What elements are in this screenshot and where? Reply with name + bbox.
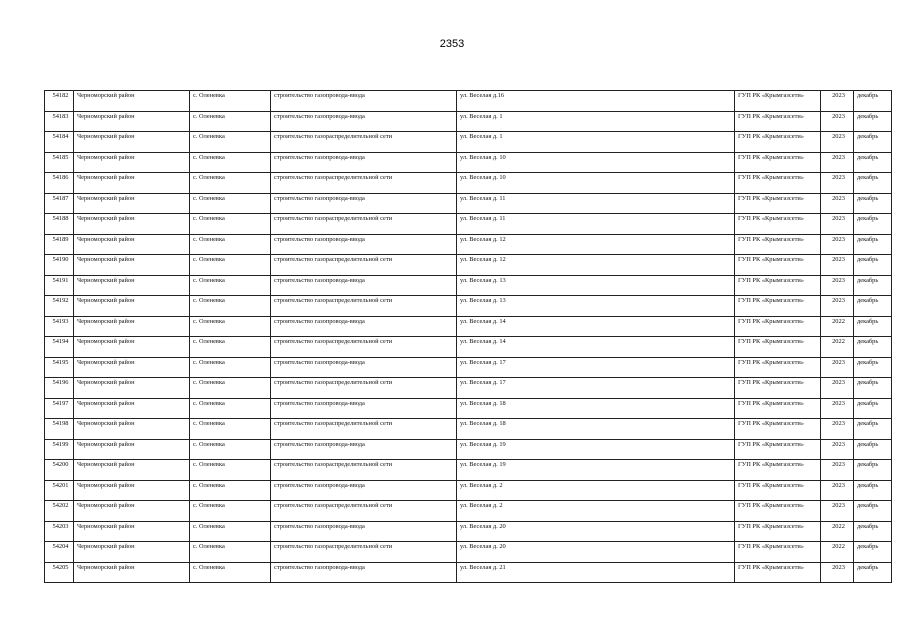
village-cell: с. Оленевка: [190, 132, 271, 153]
year-cell: 2022: [821, 542, 854, 563]
month-cell: декабрь: [854, 521, 892, 542]
work-type-cell: строительство газораспределительной сети: [271, 419, 457, 440]
village-cell: с. Оленевка: [190, 480, 271, 501]
operator-cell: ГУП РК «Крымгазсети»: [735, 173, 821, 194]
row-number-cell: 54190: [45, 255, 74, 276]
month-cell: декабрь: [854, 460, 892, 481]
operator-cell: ГУП РК «Крымгазсети»: [735, 398, 821, 419]
month-cell: декабрь: [854, 542, 892, 563]
table-row: [45, 173, 892, 194]
month-cell: декабрь: [854, 316, 892, 337]
table-row: [45, 132, 892, 153]
row-number-cell: 54195: [45, 357, 74, 378]
work-type-cell: строительство газораспределительной сети: [271, 501, 457, 522]
village-cell: с. Оленевка: [190, 255, 271, 276]
year-cell: 2023: [821, 132, 854, 153]
month-cell: декабрь: [854, 193, 892, 214]
month-cell: декабрь: [854, 480, 892, 501]
row-number-cell: 54200: [45, 460, 74, 481]
table-row: [45, 275, 892, 296]
table-row: [45, 357, 892, 378]
row-number-cell: 54201: [45, 480, 74, 501]
operator-cell: ГУП РК «Крымгазсети»: [735, 296, 821, 317]
district-cell: Черноморский район: [74, 91, 190, 112]
month-cell: декабрь: [854, 132, 892, 153]
district-cell: Черноморский район: [74, 542, 190, 563]
work-type-cell: строительство газопровода-ввода: [271, 152, 457, 173]
work-type-cell: строительство газопровода-ввода: [271, 562, 457, 583]
month-cell: декабрь: [854, 91, 892, 112]
work-type-cell: строительство газопровода-ввода: [271, 521, 457, 542]
village-cell: с. Оленевка: [190, 337, 271, 358]
operator-cell: ГУП РК «Крымгазсети»: [735, 234, 821, 255]
address-cell: ул. Веселая д. 18: [457, 398, 735, 419]
year-cell: 2023: [821, 501, 854, 522]
year-cell: 2023: [821, 439, 854, 460]
month-cell: декабрь: [854, 275, 892, 296]
row-number-cell: 54189: [45, 234, 74, 255]
operator-cell: ГУП РК «Крымгазсети»: [735, 316, 821, 337]
table-row: [45, 501, 892, 522]
work-type-cell: строительство газопровода-ввода: [271, 480, 457, 501]
row-number-cell: 54183: [45, 111, 74, 132]
month-cell: декабрь: [854, 152, 892, 173]
district-cell: Черноморский район: [74, 234, 190, 255]
address-cell: ул. Веселая д. 19: [457, 460, 735, 481]
work-type-cell: строительство газопровода-ввода: [271, 91, 457, 112]
month-cell: декабрь: [854, 296, 892, 317]
district-cell: Черноморский район: [74, 152, 190, 173]
row-number-cell: 54198: [45, 419, 74, 440]
row-number-cell: 54194: [45, 337, 74, 358]
month-cell: декабрь: [854, 173, 892, 194]
address-cell: ул. Веселая д. 11: [457, 214, 735, 235]
district-cell: Черноморский район: [74, 460, 190, 481]
village-cell: с. Оленевка: [190, 152, 271, 173]
operator-cell: ГУП РК «Крымгазсети»: [735, 337, 821, 358]
table-row: [45, 337, 892, 358]
work-type-cell: строительство газопровода-ввода: [271, 111, 457, 132]
table-row: [45, 193, 892, 214]
district-cell: Черноморский район: [74, 255, 190, 276]
registry-table: [44, 90, 892, 583]
district-cell: Черноморский район: [74, 378, 190, 399]
year-cell: 2023: [821, 234, 854, 255]
address-cell: ул. Веселая д.16: [457, 91, 735, 112]
table-row: [45, 111, 892, 132]
row-number-cell: 54184: [45, 132, 74, 153]
village-cell: с. Оленевка: [190, 214, 271, 235]
table-row: [45, 419, 892, 440]
address-cell: ул. Веселая д. 14: [457, 337, 735, 358]
district-cell: Черноморский район: [74, 419, 190, 440]
year-cell: 2023: [821, 173, 854, 194]
village-cell: с. Оленевка: [190, 439, 271, 460]
address-cell: ул. Веселая д. 10: [457, 152, 735, 173]
district-cell: Черноморский район: [74, 480, 190, 501]
address-cell: ул. Веселая д. 17: [457, 378, 735, 399]
table-row: [45, 296, 892, 317]
work-type-cell: строительство газораспределительной сети: [271, 132, 457, 153]
work-type-cell: строительство газораспределительной сети: [271, 542, 457, 563]
district-cell: Черноморский район: [74, 521, 190, 542]
village-cell: с. Оленевка: [190, 501, 271, 522]
operator-cell: ГУП РК «Крымгазсети»: [735, 91, 821, 112]
year-cell: 2023: [821, 214, 854, 235]
district-cell: Черноморский район: [74, 316, 190, 337]
month-cell: декабрь: [854, 255, 892, 276]
village-cell: с. Оленевка: [190, 193, 271, 214]
work-type-cell: строительство газораспределительной сети: [271, 378, 457, 399]
address-cell: ул. Веселая д. 21: [457, 562, 735, 583]
year-cell: 2022: [821, 337, 854, 358]
row-number-cell: 54193: [45, 316, 74, 337]
district-cell: Черноморский район: [74, 439, 190, 460]
district-cell: Черноморский район: [74, 398, 190, 419]
work-type-cell: строительство газопровода-ввода: [271, 234, 457, 255]
village-cell: с. Оленевка: [190, 398, 271, 419]
work-type-cell: строительство газопровода-ввода: [271, 193, 457, 214]
year-cell: 2023: [821, 91, 854, 112]
page-number: 2353: [439, 38, 465, 50]
village-cell: с. Оленевка: [190, 378, 271, 399]
operator-cell: ГУП РК «Крымгазсети»: [735, 460, 821, 481]
address-cell: ул. Веселая д. 11: [457, 193, 735, 214]
address-cell: ул. Веселая д. 20: [457, 521, 735, 542]
row-number-cell: 54182: [45, 91, 74, 112]
month-cell: декабрь: [854, 439, 892, 460]
village-cell: с. Оленевка: [190, 173, 271, 194]
row-number-cell: 54197: [45, 398, 74, 419]
table-row: [45, 316, 892, 337]
table-row: [45, 234, 892, 255]
operator-cell: ГУП РК «Крымгазсети»: [735, 132, 821, 153]
operator-cell: ГУП РК «Крымгазсети»: [735, 214, 821, 235]
table-row: [45, 562, 892, 583]
work-type-cell: строительство газопровода-ввода: [271, 275, 457, 296]
operator-cell: ГУП РК «Крымгазсети»: [735, 378, 821, 399]
work-type-cell: строительство газопровода-ввода: [271, 439, 457, 460]
village-cell: с. Оленевка: [190, 111, 271, 132]
month-cell: декабрь: [854, 501, 892, 522]
month-cell: декабрь: [854, 398, 892, 419]
operator-cell: ГУП РК «Крымгазсети»: [735, 501, 821, 522]
month-cell: декабрь: [854, 562, 892, 583]
district-cell: Черноморский район: [74, 132, 190, 153]
year-cell: 2023: [821, 111, 854, 132]
row-number-cell: 54191: [45, 275, 74, 296]
village-cell: с. Оленевка: [190, 296, 271, 317]
year-cell: 2023: [821, 193, 854, 214]
village-cell: с. Оленевка: [190, 542, 271, 563]
row-number-cell: 54204: [45, 542, 74, 563]
row-number-cell: 54185: [45, 152, 74, 173]
work-type-cell: строительство газопровода-ввода: [271, 357, 457, 378]
address-cell: ул. Веселая д. 17: [457, 357, 735, 378]
district-cell: Черноморский район: [74, 193, 190, 214]
village-cell: с. Оленевка: [190, 275, 271, 296]
table-row: [45, 214, 892, 235]
village-cell: с. Оленевка: [190, 562, 271, 583]
row-number-cell: 54187: [45, 193, 74, 214]
table-row: [45, 255, 892, 276]
village-cell: с. Оленевка: [190, 357, 271, 378]
year-cell: 2022: [821, 521, 854, 542]
table-row: [45, 439, 892, 460]
address-cell: ул. Веселая д. 20: [457, 542, 735, 563]
table-row: [45, 152, 892, 173]
address-cell: ул. Веселая д. 13: [457, 275, 735, 296]
year-cell: 2023: [821, 296, 854, 317]
operator-cell: ГУП РК «Крымгазсети»: [735, 357, 821, 378]
work-type-cell: строительство газораспределительной сети: [271, 337, 457, 358]
operator-cell: ГУП РК «Крымгазсети»: [735, 275, 821, 296]
row-number-cell: 54186: [45, 173, 74, 194]
address-cell: ул. Веселая д. 2: [457, 501, 735, 522]
village-cell: с. Оленевка: [190, 521, 271, 542]
year-cell: 2023: [821, 460, 854, 481]
row-number-cell: 54192: [45, 296, 74, 317]
month-cell: декабрь: [854, 234, 892, 255]
operator-cell: ГУП РК «Крымгазсети»: [735, 439, 821, 460]
year-cell: 2023: [821, 255, 854, 276]
village-cell: с. Оленевка: [190, 316, 271, 337]
work-type-cell: строительство газопровода-ввода: [271, 316, 457, 337]
village-cell: с. Оленевка: [190, 460, 271, 481]
village-cell: с. Оленевка: [190, 234, 271, 255]
work-type-cell: строительство газораспределительной сети: [271, 255, 457, 276]
table-row: [45, 542, 892, 563]
district-cell: Черноморский район: [74, 357, 190, 378]
operator-cell: ГУП РК «Крымгазсети»: [735, 521, 821, 542]
row-number-cell: 54202: [45, 501, 74, 522]
year-cell: 2022: [821, 316, 854, 337]
address-cell: ул. Веселая д. 1: [457, 111, 735, 132]
district-cell: Черноморский район: [74, 562, 190, 583]
row-number-cell: 54188: [45, 214, 74, 235]
month-cell: декабрь: [854, 357, 892, 378]
operator-cell: ГУП РК «Крымгазсети»: [735, 255, 821, 276]
operator-cell: ГУП РК «Крымгазсети»: [735, 111, 821, 132]
table-body: [45, 91, 892, 583]
operator-cell: ГУП РК «Крымгазсети»: [735, 152, 821, 173]
operator-cell: ГУП РК «Крымгазсети»: [735, 562, 821, 583]
address-cell: ул. Веселая д. 12: [457, 234, 735, 255]
district-cell: Черноморский район: [74, 501, 190, 522]
village-cell: с. Оленевка: [190, 91, 271, 112]
address-cell: ул. Веселая д. 13: [457, 296, 735, 317]
address-cell: ул. Веселая д. 18: [457, 419, 735, 440]
table-row: [45, 378, 892, 399]
district-cell: Черноморский район: [74, 111, 190, 132]
month-cell: декабрь: [854, 419, 892, 440]
year-cell: 2023: [821, 152, 854, 173]
month-cell: декабрь: [854, 111, 892, 132]
row-number-cell: 54203: [45, 521, 74, 542]
work-type-cell: строительство газораспределительной сети: [271, 214, 457, 235]
table-row: [45, 398, 892, 419]
month-cell: декабрь: [854, 337, 892, 358]
operator-cell: ГУП РК «Крымгазсети»: [735, 419, 821, 440]
district-cell: Черноморский район: [74, 214, 190, 235]
table-row: [45, 521, 892, 542]
address-cell: ул. Веселая д. 12: [457, 255, 735, 276]
district-cell: Черноморский район: [74, 296, 190, 317]
village-cell: с. Оленевка: [190, 419, 271, 440]
table-row: [45, 460, 892, 481]
work-type-cell: строительство газораспределительной сети: [271, 460, 457, 481]
address-cell: ул. Веселая д. 2: [457, 480, 735, 501]
year-cell: 2023: [821, 398, 854, 419]
year-cell: 2023: [821, 480, 854, 501]
month-cell: декабрь: [854, 378, 892, 399]
address-cell: ул. Веселая д. 10: [457, 173, 735, 194]
table-row: [45, 91, 892, 112]
year-cell: 2023: [821, 419, 854, 440]
row-number-cell: 54205: [45, 562, 74, 583]
year-cell: 2023: [821, 562, 854, 583]
address-cell: ул. Веселая д. 19: [457, 439, 735, 460]
district-cell: Черноморский район: [74, 337, 190, 358]
operator-cell: ГУП РК «Крымгазсети»: [735, 480, 821, 501]
row-number-cell: 54196: [45, 378, 74, 399]
year-cell: 2023: [821, 357, 854, 378]
address-cell: ул. Веселая д. 1: [457, 132, 735, 153]
operator-cell: ГУП РК «Крымгазсети»: [735, 542, 821, 563]
row-number-cell: 54199: [45, 439, 74, 460]
work-type-cell: строительство газораспределительной сети: [271, 296, 457, 317]
table-row: [45, 480, 892, 501]
work-type-cell: строительство газопровода-ввода: [271, 398, 457, 419]
district-cell: Черноморский район: [74, 275, 190, 296]
operator-cell: ГУП РК «Крымгазсети»: [735, 193, 821, 214]
month-cell: декабрь: [854, 214, 892, 235]
year-cell: 2023: [821, 275, 854, 296]
district-cell: Черноморский район: [74, 173, 190, 194]
address-cell: ул. Веселая д. 14: [457, 316, 735, 337]
year-cell: 2023: [821, 378, 854, 399]
work-type-cell: строительство газораспределительной сети: [271, 173, 457, 194]
